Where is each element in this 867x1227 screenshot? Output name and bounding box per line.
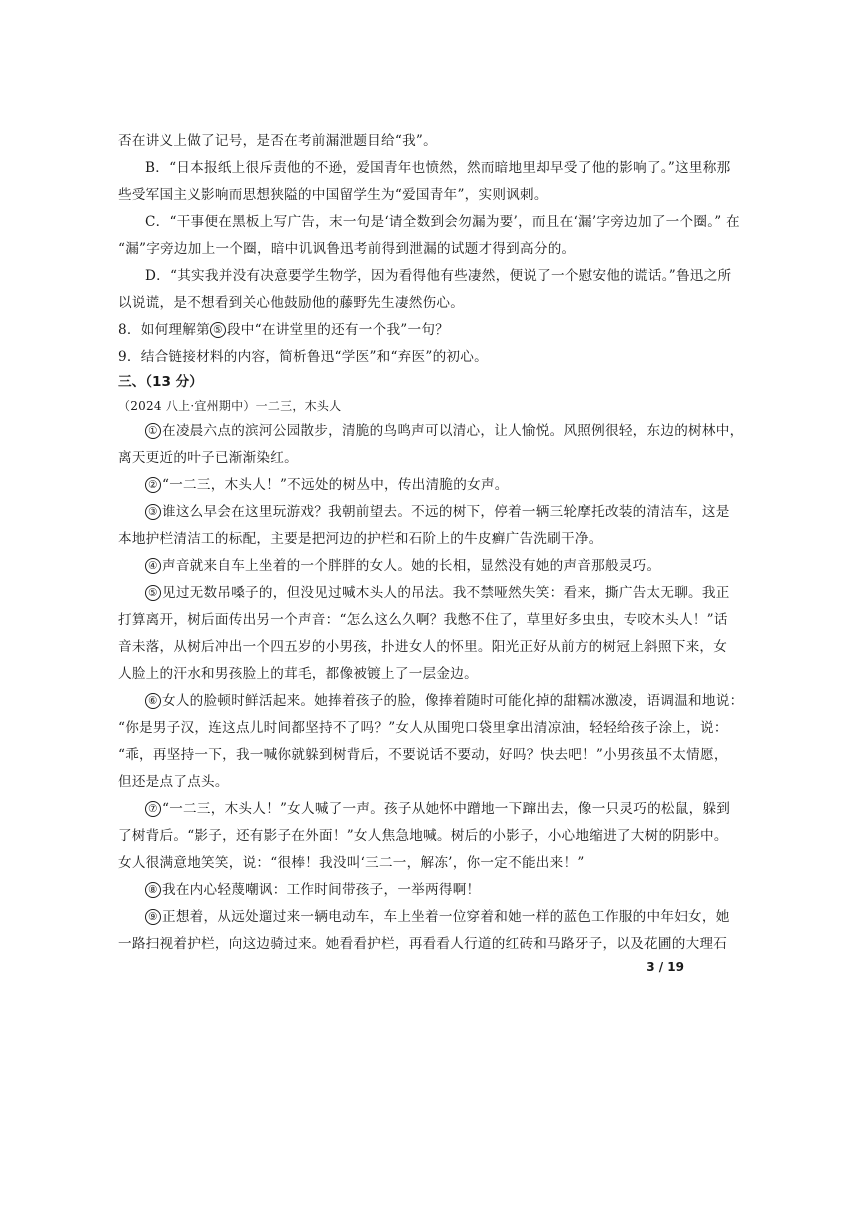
section-heading: 三、（13 分） — [118, 374, 203, 390]
paragraph-4: ④ 声音就来自车上坐着的一个胖胖的女人。她的长相，显然没有她的声音那般灵巧。 — [118, 553, 758, 580]
text-line: 了树背后。“影子，还有影子在外面！”女人焦急地喊。树后的小影子，小心地缩进了大树的阴影中。 — [118, 828, 728, 844]
question-8: 8．如何理解第 ⑤ 段中“在讲堂里的还有一个我”一句？ — [118, 322, 450, 338]
circled-number: ⑤ — [210, 322, 226, 338]
paragraph-6: ⑥ 女人的脸顿时鲜活起来。她捧着孩子的脸，像捧着随时可能化掉的甜糯冰激凌，语调温和地说： — [118, 688, 758, 715]
question-9: 9．结合链接材料的内容，简析鲁迅“学医”和“弃医”的初心。 — [118, 349, 488, 365]
circled-number: ③ — [145, 504, 161, 520]
circled-number: ② — [145, 477, 161, 493]
circled-number: ④ — [145, 558, 161, 574]
text-line: 女人很满意地笑笑，说：“很棒！我没叫‘三二一，解冻’，你一定不能出来！” — [118, 855, 585, 871]
text-line: “乖，再坚持一下，我一喊你就躲到树背后，不要说话不要动，好吗？快去吧！”小男孩虽不太情愿， — [118, 747, 728, 763]
circled-number: ① — [145, 423, 161, 439]
circled-number: ⑧ — [145, 882, 161, 898]
document-content — [118, 128, 758, 958]
paragraph-9: ⑨ 正想着，从远处遛过来一辆电动车，车上坐着一位穿着和她一样的蓝色工作服的中年妇女，她 — [118, 904, 758, 931]
option-c: C．“干事便在黑板上写广告，末一句是‘请全数到会勿漏为要’，而且在‘漏’字旁边加了一个圈。” 在 — [145, 214, 740, 230]
paragraph-8: ⑧ 我在内心轻蔑嘲讽：工作时间带孩子，一举两得啊！ — [118, 877, 758, 904]
option-b: B．“日本报纸上很斥责他的不逊，爱国青年也愤然，然而暗地里却早受了他的影响了。”这里称那 — [145, 160, 731, 176]
paragraph-1: ① 在凌晨六点的滨河公园散步，清脆的鸟鸣声可以清心，让人愉悦。风照例很轻，东边的树林中， — [118, 418, 758, 445]
paragraph-2: ② “一二三，木头人！”不远处的树丛中，传出清脆的女声。 — [118, 472, 758, 499]
paragraph-7: ⑦ “一二三，木头人！”女人喊了一声。孩子从她怀中蹭地一下蹿出去，像一只灵巧的松鼠，躲到 — [118, 796, 758, 823]
source-line: （2024 八上·宜州期中）一二三，木头人 — [118, 399, 342, 413]
circled-number: ⑦ — [145, 801, 161, 817]
circled-number: ⑤ — [145, 585, 161, 601]
text-line: 打算离开，树后面传出另一个声音：“怎么这么久啊？我憋不住了，草里好多虫虫，专咬木头人！”话 — [118, 612, 728, 628]
text-line: 人脸上的汗水和男孩脸上的茸毛，都像被镀上了一层金边。 — [118, 666, 478, 682]
text-line: 但还是点了点头。 — [118, 774, 229, 790]
paragraph-3: ③ 谁这么早会在这里玩游戏？我朝前望去。不远的树下，停着一辆三轮摩托改装的清洁车，这是 — [118, 499, 758, 526]
text-line: 离天更近的叶子已渐渐染红。 — [118, 450, 298, 466]
option-d: D．“其实我并没有决意要学生物学，因为看得他有些凄然，便说了一个慰安他的谎话。”鲁迅之所 — [145, 268, 732, 284]
text-line: 以说谎，是不想看到关心他鼓励他的藤野先生凄然伤心。 — [118, 295, 465, 311]
text-line: “漏”字旁边加上一个圈，暗中讥讽鲁迅考前得到泄漏的试题才得到高分的。 — [118, 241, 576, 257]
text-line: 本地护栏清洁工的标配，主要是把河边的护栏和石阶上的牛皮癣广告洗刷干净。 — [118, 531, 603, 547]
circled-number: ⑨ — [145, 909, 161, 925]
text-line: 音未落，从树后冲出一个四五岁的小男孩，扑进女人的怀里。阳光正好从前方的树冠上斜照下来，女 — [118, 639, 728, 655]
text-line: 些受军国主义影响而思想狭隘的中国留学生为“爱国青年”，实则讽刺。 — [118, 187, 548, 203]
text-line: 一路扫视着护栏，向这边骑过来。她看看护栏，再看看人行道的红砖和马路牙子，以及花圃的大理石 — [118, 936, 728, 952]
paragraph-5: ⑤ 见过无数吊嗓子的，但没见过喊木头人的吊法。我不禁哑然失笑：看来，撕广告太无聊。我正 — [118, 580, 758, 607]
text-line: “你是男子汉，连这点儿时间都坚持不了吗？”女人从围兜口袋里拿出清凉油，轻轻给孩子涂上，说： — [118, 720, 728, 736]
circled-number: ⑥ — [145, 693, 161, 709]
text-line: 否在讲义上做了记号，是否在考前漏泄题目给“我”。 — [118, 133, 437, 149]
page-number: 3 / 19 — [646, 960, 684, 974]
